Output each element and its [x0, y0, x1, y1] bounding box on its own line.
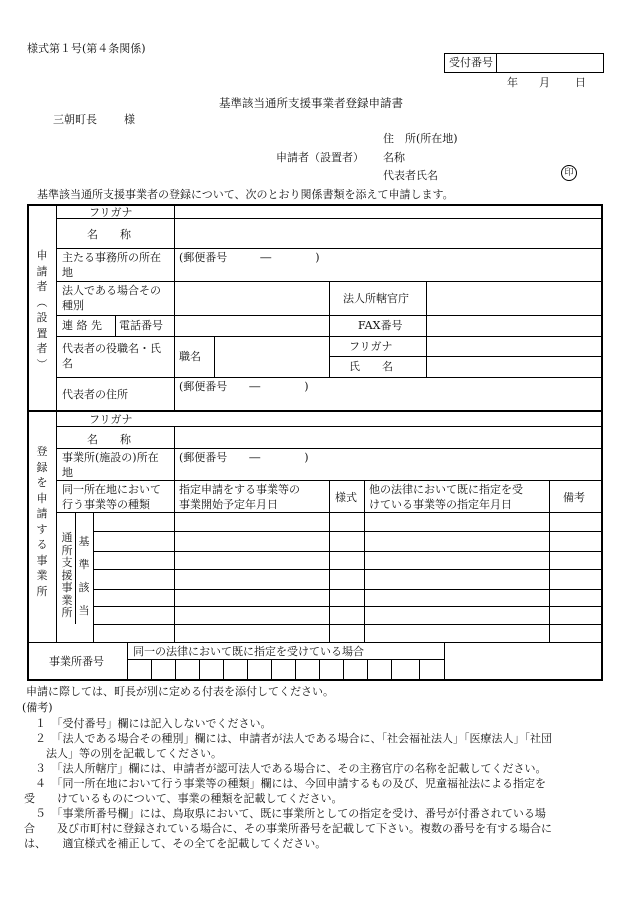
attachment-note: 申請に際しては、町長が別に定める付表を添付してください。	[26, 685, 334, 698]
rep-title-label-2: 名	[62, 357, 73, 370]
note-line: 受 けているものについて、事業の種類を記載してください。	[24, 792, 343, 805]
main-office-label-2: 地	[62, 266, 73, 279]
addressee-name: 三朝町長	[53, 113, 97, 126]
form-style-header: 様式	[335, 491, 357, 504]
section-office-vertical-label: 登 録 を 申 請 す る 事 業 所	[36, 445, 48, 598]
rep-title-label-1: 代表者の役職名・氏	[62, 342, 161, 355]
note-line: ４ 「同一所在地において行う事業等の種類」欄には、今回申請するもの及び、児童福祉法による指定を	[24, 777, 547, 790]
note-line: ２ 「法人である場合その種別」欄には、申請者が法人である場合に、「社会福祉法人」「医療法人」「社団	[24, 732, 552, 745]
job-title-label: 職名	[179, 350, 201, 363]
standard-applicable-vertical-label: 基 準 該 当	[78, 535, 90, 617]
start-date-header-2: 事業開始予定年月日	[179, 498, 278, 511]
office-location-postal: (郵便番号 ― )	[179, 451, 309, 464]
fax-label: FAX番号	[358, 319, 403, 332]
phone-label: 電話番号	[119, 319, 163, 332]
note-line: は、 適宜様式を補正して、その全てを記載してください。	[24, 837, 327, 850]
note-line: 法人」等の別を記載してください。	[24, 747, 222, 760]
date-month: 月	[539, 76, 550, 89]
main-office-postal: (郵便番号 ― )	[179, 251, 320, 264]
application-table	[27, 204, 603, 681]
receipt-number-box	[444, 53, 604, 73]
applicant-address-label: 住 所(所在地)	[383, 132, 458, 145]
rep-furigana-label: フリガナ	[349, 340, 393, 353]
form-number: 様式第１号(第４条関係)	[27, 42, 146, 55]
start-date-header-1: 指定申請をする事業等の	[179, 483, 300, 496]
main-office-label-1: 主たる事務所の所在	[62, 251, 161, 264]
applicant-label: 申請者（設置者）	[276, 151, 364, 164]
representative-name-label: 代表者氏名	[383, 169, 438, 182]
rep-address-label: 代表者の住所	[62, 388, 128, 401]
note-line: 合 及び市町村に登録されている場合に、その事業所番号を記載して下さい。複数の番号を有する場合に	[24, 822, 552, 835]
date-day: 日	[575, 76, 586, 89]
note-line: ３ 「法人所轄庁」欄には、申請者が認可法人である場合に、その主務官庁の名称を記載してください。	[24, 762, 547, 775]
corp-authority-label: 法人所轄官庁	[343, 292, 409, 305]
note-line: ５ 「事業所番号欄」には、鳥取県において、既に事業所としての指定を受け、番号が付番されている場	[24, 807, 546, 820]
rep-name-label: 氏 名	[349, 360, 393, 373]
same-law-designation-label: 同一の法律において既に指定を受けている場合	[133, 645, 364, 658]
same-location-header-1: 同一所在地において	[62, 483, 161, 496]
remarks-header: 備考	[563, 491, 585, 504]
applicant-name-label: 名称	[383, 151, 405, 164]
section-applicant-vertical-label: 申 請 者 ︵ 設 置 者 ︶	[36, 249, 48, 371]
note-line: １ 「受付番号」欄には記入しないでください。	[24, 717, 272, 730]
contact-label: 連 絡 先	[62, 319, 102, 332]
rep-address-postal: (郵便番号 ― )	[179, 380, 309, 393]
office-location-label-2: 地	[62, 466, 73, 479]
applicant-furigana-label: フリガナ	[89, 206, 133, 219]
receipt-number-label: 受付番号	[445, 54, 497, 72]
corp-type-label-2: 種別	[62, 299, 84, 312]
intro-text: 基準該当通所支援事業者の登録について、次のとおり関係書類を添えて申請します。	[37, 188, 454, 201]
other-law-header-1: 他の法律において既に指定を受	[369, 483, 523, 496]
office-number-label: 事業所番号	[49, 655, 104, 668]
office-furigana-label: フリガナ	[89, 413, 133, 426]
office-name-row-label: 名 称	[87, 433, 131, 446]
office-location-label-1: 事業所(施設の)所在	[62, 451, 159, 464]
day-support-office-vertical-label: 通 所 支 援 事 業 所	[61, 531, 73, 619]
same-location-header-2: 行う事業等の種類	[62, 498, 150, 511]
other-law-header-2: けている事業等の指定年月日	[369, 498, 512, 511]
addressee-honorific: 様	[124, 113, 135, 126]
notes-list	[24, 716, 552, 851]
seal-mark: 印	[561, 165, 577, 181]
document-title: 基準該当通所支援事業者登録申請書	[219, 96, 403, 110]
date-year: 年	[507, 76, 518, 89]
applicant-name-row-label: 名 称	[87, 228, 131, 241]
notes-title: (備考)	[22, 701, 53, 714]
corp-type-label-1: 法人である場合その	[62, 284, 161, 297]
